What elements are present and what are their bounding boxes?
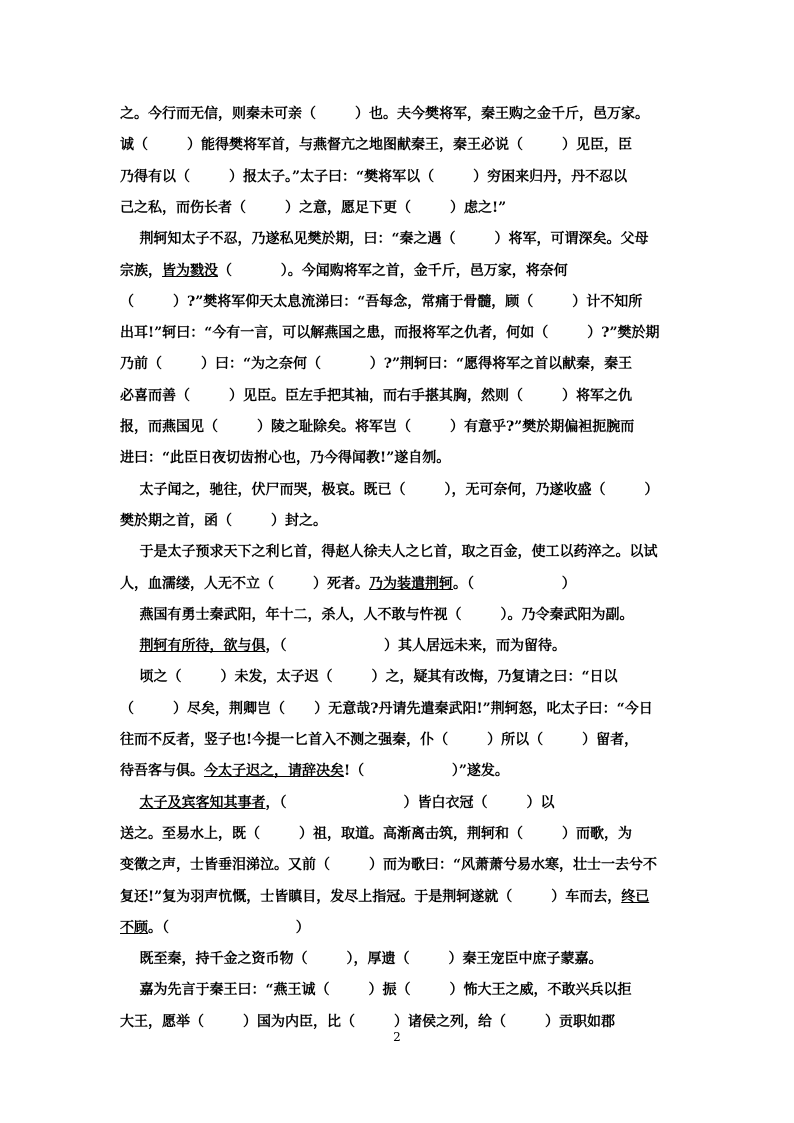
text-segment: 送之。至易水上，既（ ）祖，取道。高渐离击筑，荆轲和（ ）而歌，为 bbox=[120, 826, 632, 842]
text-segment: 往而不反者，竖子也!今提一匕首入不测之强秦，仆（ ）所以（ ）留者， bbox=[120, 732, 639, 748]
text-segment: 。（ ） bbox=[453, 576, 576, 592]
text-line bbox=[120, 354, 680, 374]
text-segment: 之。今行而无信，则秦未可亲（ ）也。夫今樊将军，秦王购之金千斤，邑万家。 bbox=[120, 106, 649, 122]
text-segment: 于是太子预求天下之利匕首，得赵人徐夫人之匕首，取之百金，使工以药淬之。以试 bbox=[120, 544, 658, 560]
text-line bbox=[120, 229, 680, 249]
text-segment: ，（ ）其人居远未来，而为留待。 bbox=[265, 638, 566, 654]
text-segment: 既至秦，持千金之资币物（ ），厚遗（ ）秦王宠臣中庶子蒙嘉。 bbox=[120, 951, 603, 967]
text-line bbox=[120, 448, 680, 468]
text-line bbox=[120, 730, 680, 750]
text-line bbox=[120, 699, 680, 719]
text-line bbox=[120, 261, 680, 281]
text-line bbox=[120, 980, 680, 1000]
underlined-phrase: 终已 bbox=[621, 889, 650, 905]
text-segment: 进曰：“此臣日夜切齿拊心也，乃今得闻教!”遂自刎。 bbox=[120, 450, 451, 466]
text-segment: 变徵之声，士皆垂泪涕泣。又前（ ）而为歌曰：“风萧萧兮易水寒，壮士一去兮不 bbox=[120, 857, 658, 873]
text-segment: （ ）尽矣，荆卿岂（ ）无意哉?丹请先遣秦武阳!”荆轲怒，叱太子曰：“今日 bbox=[120, 701, 653, 717]
text-line bbox=[120, 605, 680, 625]
text-line bbox=[120, 636, 680, 656]
text-segment: 乃得有以（ ）报太子。”太子曰：“樊将军以（ ）穷困来归丹，丹不忍以 bbox=[120, 169, 628, 185]
text-line bbox=[120, 824, 680, 844]
underlined-phrase: 太子及宾客知其事者 bbox=[139, 795, 266, 811]
text-line bbox=[120, 417, 680, 437]
text-segment: 太子闻之，驰往，伏尸而哭，极哀。既已（ ），无可奈何，乃遂收盛（ ） bbox=[120, 482, 659, 498]
underlined-phrase: 皆为戮没 bbox=[162, 263, 218, 279]
text-segment bbox=[120, 638, 140, 654]
text-line bbox=[120, 574, 680, 594]
text-line bbox=[120, 292, 680, 312]
text-segment: ，（ ）皆白衣冠（ ）以 bbox=[265, 795, 555, 811]
text-line bbox=[120, 542, 680, 562]
text-line bbox=[120, 323, 680, 343]
text-line bbox=[120, 167, 680, 187]
text-line bbox=[120, 918, 680, 938]
text-line bbox=[120, 135, 680, 155]
text-segment: 诚（ ）能得樊将军首，与燕督亢之地图献秦王，秦王必说（ ）见臣，臣 bbox=[120, 137, 632, 153]
text-line bbox=[120, 793, 680, 813]
underlined-phrase: 荆轲有所待，欲与俱 bbox=[139, 638, 266, 654]
text-segment: !（ ）”遂发。 bbox=[344, 763, 509, 779]
text-segment: 荆轲知太子不忍，乃遂私见樊於期，曰：“秦之遇（ ）将军，可谓深矣。父母 bbox=[120, 231, 649, 247]
text-segment: 待吾客与俱。 bbox=[120, 763, 204, 779]
text-segment: （ ）?”樊将军仰天太息流涕曰：“吾每念，常痛于骨髓，顾（ ）计不知所 bbox=[120, 294, 643, 310]
text-segment: 乃前（ ）曰：“为之奈何（ ）?”荆轲曰：“愿得将军之首以献秦，秦王 bbox=[120, 356, 633, 372]
text-line bbox=[120, 667, 680, 687]
underlined-phrase: 不顾 bbox=[120, 920, 148, 936]
text-segment: 出耳!”轲曰：“今有一言，可以解燕国之患，而报将军之仇者，何如（ ）?”樊於期 bbox=[120, 325, 660, 341]
underlined-phrase: 今太子迟之，请辞决矣 bbox=[204, 763, 344, 779]
text-segment: 。（ ） bbox=[148, 920, 310, 936]
text-line bbox=[120, 855, 680, 875]
text-segment: 大王，愿举（ ）国为内臣，比（ ）诸侯之列，给（ ）贡职如郡 bbox=[120, 1014, 615, 1030]
text-line bbox=[120, 386, 680, 406]
text-segment: 樊於期之首，函（ ）封之。 bbox=[120, 513, 327, 529]
text-segment: 必喜而善（ ）见臣。臣左手把其袖，而右手揕其胸，然则（ ）将军之仇 bbox=[120, 388, 632, 404]
text-segment: 复还!”复为羽声忼慨，士皆瞋目，发尽上指冠。于是荆轲遂就（ ）车而去， bbox=[120, 889, 622, 905]
text-line bbox=[120, 104, 680, 124]
underlined-phrase: 乃为装遣荆轲 bbox=[369, 576, 453, 592]
text-segment: 燕国有勇士秦武阳，年十二，杀人，人不敢与忤视（ ）。乃令秦武阳为副。 bbox=[120, 607, 634, 623]
text-segment: 顷之（ ）未发，太子迟（ ）之，疑其有改悔，乃复请之曰：“日以 bbox=[120, 669, 618, 685]
text-segment: 宗族， bbox=[120, 263, 162, 279]
text-line bbox=[120, 511, 680, 531]
text-line bbox=[120, 887, 680, 907]
text-segment: （ ）。今闻购将军之首，金千斤，邑万家，将奈何 bbox=[218, 263, 568, 279]
text-line bbox=[120, 949, 680, 969]
text-segment: 人，血濡缕，人无不立（ ）死者。 bbox=[120, 576, 369, 592]
text-segment: 报，而燕国见（ ）陵之耻除矣。将军岂（ ）有意乎?”樊於期偏袒扼腕而 bbox=[120, 419, 635, 435]
text-segment: 己之私，而伤长者（ ）之意，愿足下更（ ）虑之!” bbox=[120, 200, 507, 216]
text-segment: 嘉为先言于秦王曰：“燕王诚（ ）振（ ）怖大王之威，不敢兴兵以拒 bbox=[120, 982, 632, 998]
page-number: 2 bbox=[393, 1030, 401, 1044]
text-line bbox=[120, 761, 680, 781]
text-line bbox=[120, 198, 680, 218]
text-line bbox=[120, 480, 680, 500]
text-segment bbox=[120, 795, 140, 811]
